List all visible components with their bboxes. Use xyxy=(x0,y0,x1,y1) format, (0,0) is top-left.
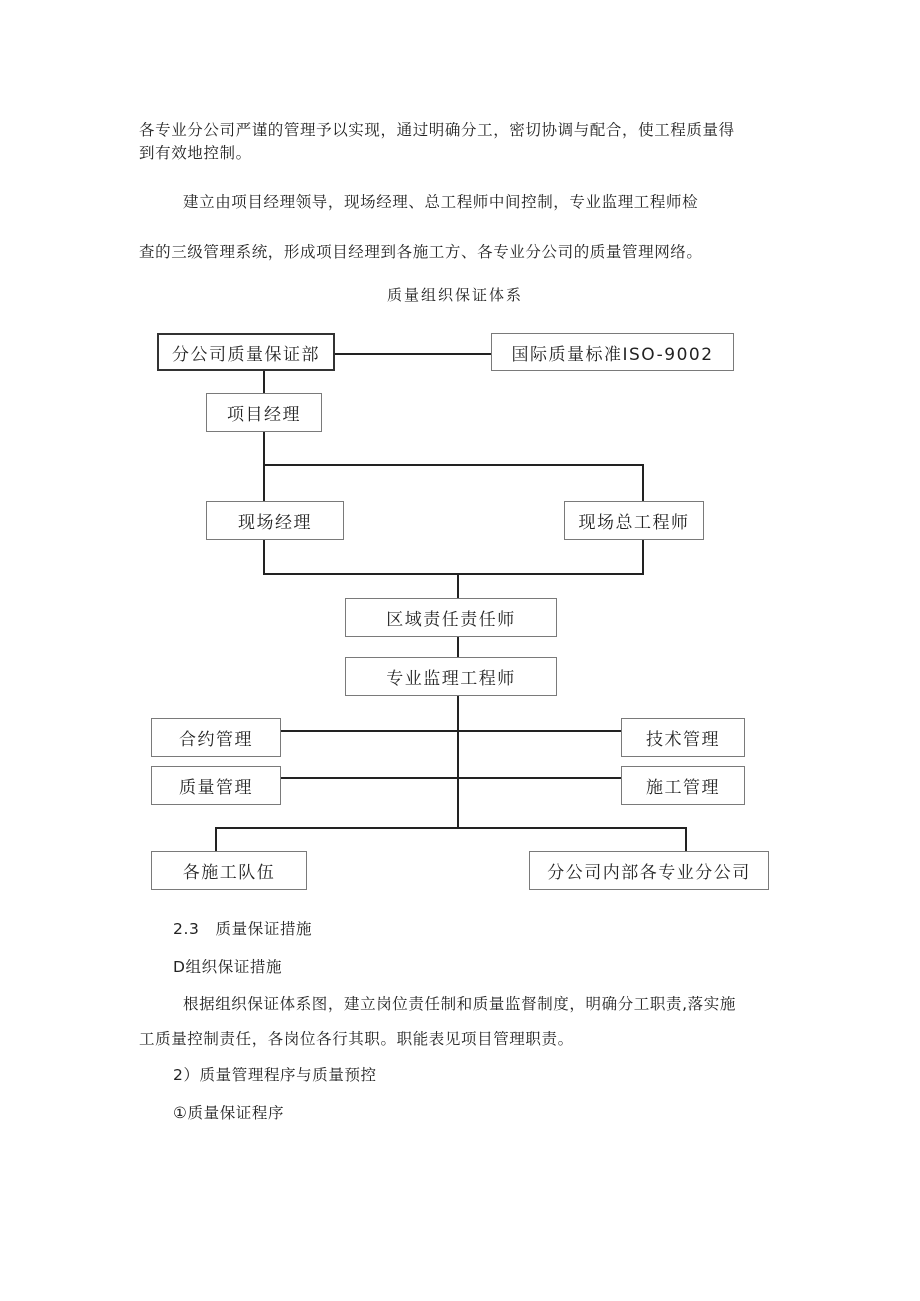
subsection-organization: D组织保证措施 xyxy=(173,958,283,976)
node-technical-management: 技术管理 xyxy=(621,718,745,757)
node-supervising-engineer: 专业监理工程师 xyxy=(345,657,557,696)
node-area-responsible: 区域责任责任师 xyxy=(345,598,557,637)
paragraph-line-2: 工质量控制责任，各岗位各行其职。职能表见项目管理职责。 xyxy=(139,1030,574,1048)
connector-area-sup xyxy=(457,636,459,658)
node-subsidiaries: 分公司内部各专业分公司 xyxy=(529,851,769,890)
connector-row1 xyxy=(280,730,622,732)
node-quality-management: 质量管理 xyxy=(151,766,281,805)
node-branch-qa: 分公司质量保证部 xyxy=(157,333,335,371)
node-site-manager: 现场经理 xyxy=(206,501,344,540)
node-site-chief-engineer: 现场总工程师 xyxy=(564,501,704,540)
node-construction-management: 施工管理 xyxy=(621,766,745,805)
connector-sm-up xyxy=(263,465,265,502)
connector-spine xyxy=(457,695,459,828)
connector-mid-down xyxy=(457,573,459,599)
intro-line-1: 各专业分公司严谨的管理予以实现，通过明确分工，密切协调与配合，使工程质量得 xyxy=(139,121,735,139)
connector-qa-iso xyxy=(334,353,492,355)
connector-right-down xyxy=(642,464,644,502)
intro-line-2: 到有效地控制。 xyxy=(139,144,252,162)
node-contract-management: 合约管理 xyxy=(151,718,281,757)
connector-row2 xyxy=(280,777,622,779)
subsection-quality-procedure: ①质量保证程序 xyxy=(173,1104,285,1122)
chart-title: 质量组织保证体系 xyxy=(387,286,524,304)
connector-bottom-bar xyxy=(215,827,687,829)
connector-mid-bar xyxy=(263,573,644,575)
intro-line-3: 建立由项目经理领导，现场经理、总工程师中间控制，专业监理工程师检 xyxy=(183,193,699,211)
connector-qa-pm xyxy=(263,370,265,394)
connector-teams-down xyxy=(215,827,217,852)
node-project-manager: 项目经理 xyxy=(206,393,322,432)
connector-top-bar xyxy=(263,464,644,466)
node-construction-teams: 各施工队伍 xyxy=(151,851,307,890)
connector-sm-down xyxy=(263,539,265,574)
intro-line-4: 查的三级管理系统，形成项目经理到各施工方、各专业分公司的质量管理网络。 xyxy=(139,243,703,261)
subsection-quality-program: 2）质量管理程序与质量预控 xyxy=(173,1066,377,1084)
connector-pm-down xyxy=(263,431,265,465)
node-iso: 国际质量标准ISO-9002 xyxy=(491,333,734,371)
paragraph-line-1: 根据组织保证体系图，建立岗位责任制和质量监督制度，明确分工职责,落实施 xyxy=(183,995,736,1013)
connector-sce-down xyxy=(642,539,644,574)
section-heading: 2.3 质量保证措施 xyxy=(173,920,313,938)
connector-subs-down xyxy=(685,827,687,852)
